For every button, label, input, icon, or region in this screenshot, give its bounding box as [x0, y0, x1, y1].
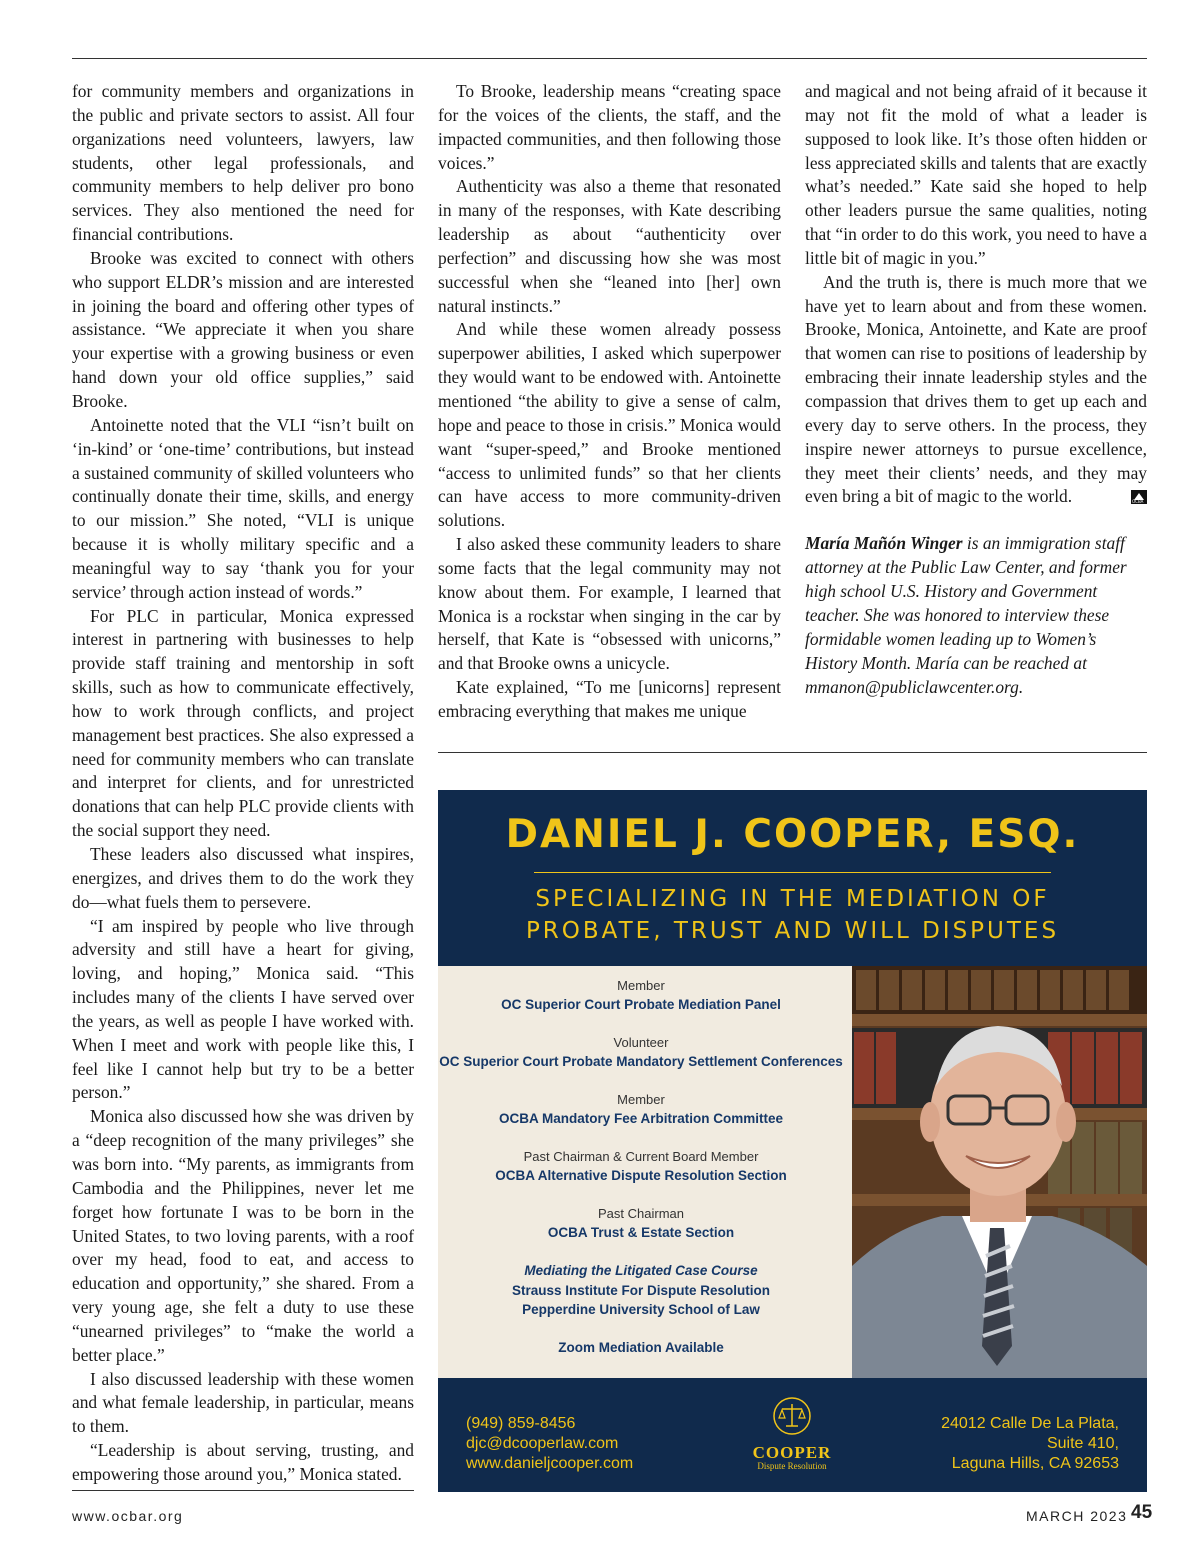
author-bio-text: is an immigration staff attorney at the Public Law Center, and former high school U.S. History and Government teacher. She was honored to interview these formidable women leading up to Women’s History Month. María can be reached at mmanon@publiclawcenter.org. [805, 533, 1127, 698]
cooper-logo [732, 1396, 852, 1476]
top-rule [72, 58, 1147, 59]
paragraph: For PLC in particular, Monica expressed interest in partnering with businesses to help provide staff training and mentorship in soft skills, such as how to communicate effectively, how to work through conflicts, and project management best practices. She also expressed a need for community members who can translate and interpret for clients, and for unrestricted donations that can help PLC provide clients with the social support they need. [72, 605, 414, 841]
phone-number: (949) 859-8456 [466, 1415, 576, 1432]
email-address[interactable]: djc@dcooperlaw.com [466, 1435, 619, 1452]
credential [438, 1147, 844, 1185]
course-school: Pepperdine University School of Law [522, 1302, 760, 1317]
page-number: 45 [1131, 1502, 1153, 1523]
paragraph: I also asked these community leaders to share some facts that the legal community may not know about them. For example, I learned that Monica is a rockstar when singing in the car by herself, that Kate is “obsessed with unicorns,” and that Brooke owns a unicycle. [438, 534, 781, 674]
zoom-mediation-note: Zoom Mediation Available [558, 1340, 724, 1355]
credential-role: Past Chairman [598, 1206, 684, 1221]
course-institute: Strauss Institute For Dispute Resolution [511, 1283, 771, 1298]
ocba-end-mark-icon [1131, 490, 1147, 504]
credential-org: OC Superior Court Probate Mediation Panel [501, 997, 781, 1012]
address-line-3: Laguna Hills, CA 92653 [951, 1455, 1119, 1472]
credential-role: Member [617, 978, 665, 993]
author-bio [805, 531, 1147, 699]
paragraph: “Leadership is about serving, trusting, and empowering those around you,” Monica stated. [72, 1440, 414, 1484]
course-credential [438, 1261, 844, 1319]
paragraph: To Brooke, leadership means “creating space for the voices of the clients, the staff, and the impacted communities, and then following those voices.” [438, 81, 781, 173]
ad-specialty-line-1: SPECIALIZING IN THE MEDIATION OF [535, 886, 1050, 912]
paragraph: I also discussed leadership with these women and what female leadership, in particular, means to them. [72, 1368, 414, 1437]
paragraph-text: And the truth is, there is much more that we have yet to learn about and from these women. Brooke, Monica, Antoinette, and Kate are proof that women can rise to positions of leadership by embracing their innate leadership styles and the compassion that drives them to get up each and every day to serve others. In the process, they inspire newer attorneys to pursue excellence, they meet their clients’ needs, and they may even bring a bit of magic to the world. [805, 271, 1147, 507]
author-name: María Mañón Winger [805, 533, 963, 554]
footer-website[interactable]: www.ocbar.org [72, 1508, 184, 1524]
course-title: Mediating the Litigated Case Course [524, 1263, 758, 1278]
address-line-2: Suite 410, [1046, 1435, 1119, 1452]
ad-specialty-line-2: PROBATE, TRUST AND WILL DISPUTES [525, 918, 1060, 944]
credential-org: OC Superior Court Probate Mandatory Settlement Conferences [439, 1054, 843, 1069]
paragraph: Kate explained, “To me [unicorns] represent embracing everything that makes me unique [438, 677, 781, 721]
scales-of-justice-icon [772, 1396, 812, 1436]
logo-tagline: Dispute Resolution [757, 1461, 827, 1471]
article-column-3 [805, 80, 1147, 699]
website-link[interactable]: www.danieljcooper.com [466, 1455, 634, 1472]
credential-role: Volunteer [613, 1035, 669, 1050]
portrait-illustration [852, 966, 1147, 1378]
paragraph: “I am inspired by people who live through adversity and still have a heart for giving, loving, and hoping,” Monica said. “This includes many of the clients I have served over the years, as well as people I have worked with. When I meet and work with people like this, I feel like I cannot help but try to be a better person.” [72, 915, 414, 1103]
credential [438, 1033, 844, 1071]
ad-divider [534, 872, 1051, 873]
ad-contact-info [466, 1414, 633, 1474]
ad-top-rule [438, 752, 1147, 753]
credential-org: OCBA Trust & Estate Section [547, 1225, 735, 1240]
paragraph [805, 271, 1147, 509]
attorney-portrait-photo [852, 966, 1147, 1378]
logo-wordmark: COOPER [752, 1443, 832, 1462]
paragraph: for community members and organizations in the public and private sectors to assist. All four organizations need volunteers, lawyers, law students, other legal professionals, and community members to help deliver pro bono services. They also mentioned the need for financial contributions. [72, 81, 414, 245]
credential-role: Member [617, 1092, 665, 1107]
credential [438, 976, 844, 1014]
credential-role: Past Chairman & Current Board Member [523, 1149, 759, 1164]
paragraph: These leaders also discussed what inspires, energizes, and drives them to do the work they do—what fuels them to persevere. [72, 844, 414, 912]
credential-org: OCBA Mandatory Fee Arbitration Committee [498, 1111, 784, 1126]
ad-address [941, 1414, 1119, 1474]
article-column-2 [438, 80, 781, 724]
ad-credentials-panel [438, 966, 1147, 1378]
credential [438, 1204, 844, 1242]
credentials-list [438, 976, 844, 1357]
article-column-1 [72, 80, 414, 1487]
credential [438, 1090, 844, 1128]
footer-issue-date: MARCH 2023 [1026, 1508, 1128, 1524]
column-1-bottom-rule [72, 1490, 414, 1491]
paragraph: and magical and not being afraid of it because it may not fit the mold of what a leader is supposed to look like. It’s those often hidden or less appreciated skills and talents that are exactly what’s needed.” Kate said she hoped to help other leaders pursue the same qualities, noting that “in order to do this work, you need to have a little bit of magic in you.” [805, 81, 1147, 268]
paragraph: Brooke was excited to connect with others who support ELDR’s mission and are interested in joining the board and offering other types of assistance. “We appreciate it when you share your expertise with a growing business or even hand down your old office supplies,” said Brooke. [72, 247, 414, 411]
paragraph: And while these women already possess superpower abilities, I asked which superpower they would want to be endowed with. Antoinette mentioned “the ability to give a sense of calm, hope and peace to those in crisis.” Monica would want “super-speed,” and Brooke mentioned “access to unlimited funds” so that her clients can have access to more community-driven solutions. [438, 319, 781, 531]
advertisement [438, 790, 1147, 1492]
address-line-1: 24012 Calle De La Plata, [941, 1415, 1119, 1432]
paragraph: Antoinette noted that the VLI “isn’t built on ‘in-kind’ or ‘one-time’ contributions, but instead a sustained community of skilled volunteers who continually donate their time, skills, and energy to our mission.” She noted, “VLI is unique because it is wholly military specific and a meaningful way to say ‘thank you for your service’ through action instead of words.” [72, 414, 414, 602]
paragraph: Authenticity was also a theme that resonated in many of the responses, with Kate describing leadership as about “authenticity over perfection” and discussing how she was most successful when she “leaned into [her] own natural instincts.” [438, 176, 781, 316]
svg-text:OCBA: OCBA [1132, 499, 1144, 505]
ad-attorney-name: DANIEL J. COOPER, ESQ. [505, 812, 1080, 857]
paragraph: Monica also discussed how she was driven by a “deep recognition of the many privileges” she was born into. “My parents, as immigrants from Cambodia and the Philippines, never let me forget how fortunate I was to be born in the United States, to two loving parents, with a roof over my head, food to eat, and access to education and opportunity,” she shared. From a very young age, she felt a duty to use these “unearned privileges” to “make the world a better place.” [72, 1106, 414, 1365]
credential-org: OCBA Alternative Dispute Resolution Section [495, 1168, 787, 1183]
